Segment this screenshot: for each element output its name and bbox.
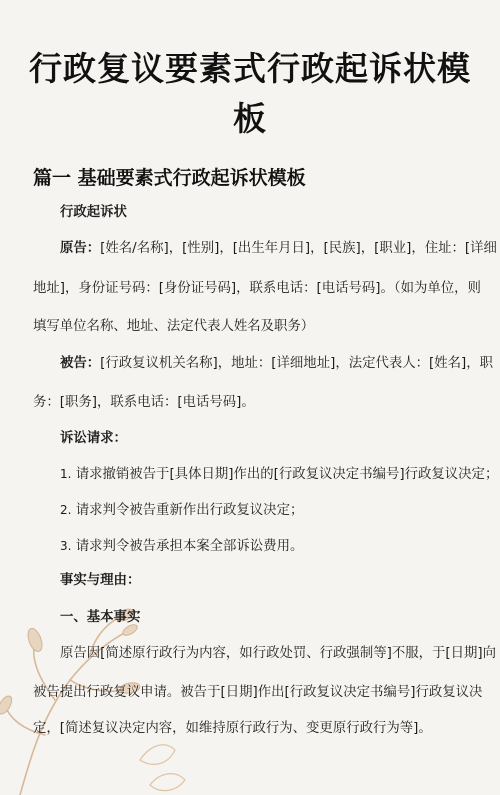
title-line-2: 板	[233, 99, 267, 138]
basic-facts-line-3: 定，[简述复议决定内容，如维持原行政行为、变更原行政行为等]。	[33, 721, 432, 736]
plaintiff-line-2: 地址]，身份证号码：[身份证号码]，联系电话：[电话号码]。（如为单位，则	[33, 281, 481, 296]
defendant-line-2: 务：[职务]，联系电话：[电话号码]。	[33, 395, 255, 410]
document-title	[20, 44, 480, 144]
claim-item	[60, 465, 498, 484]
claim-number: 2.	[60, 503, 72, 517]
claim-text: 请求撤销被告于[具体日期]作出的[行政复议决定书编号]行政复议决定；	[75, 467, 499, 482]
plaintiff-text-1: [姓名/名称]，[性别]，[出生年月日]，[民族]，[职业]，住址：[详细	[100, 241, 497, 256]
plaintiff-line-3: 填写单位名称、地址、法定代表人姓名及职务）	[33, 319, 315, 334]
basic-facts-line-2: 被告提出行政复议申请。被告于[日期]作出[行政复议决定书编号]行政复议决	[33, 685, 483, 700]
section-heading: 篇一 基础要素式行政起诉状模板	[33, 167, 306, 189]
doc-name: 行政起诉状	[60, 205, 127, 220]
plaintiff-label: 原告：	[60, 241, 101, 256]
claim-item	[60, 537, 303, 556]
claim-number: 1.	[60, 467, 72, 481]
basic-facts-heading: 一、基本事实	[60, 610, 141, 625]
title-line-1: 行政复议要素式行政起诉状模	[29, 49, 471, 88]
claim-number: 3.	[60, 539, 72, 553]
claim-item	[60, 501, 303, 520]
defendant-line-1	[60, 355, 493, 373]
defendant-label: 被告：	[60, 356, 101, 371]
plaintiff-line-1	[60, 240, 497, 258]
defendant-text-1: [行政复议机关名称]，地址：[详细地址]，法定代表人：[姓名]，职	[100, 356, 494, 371]
claims-heading: 诉讼请求：	[60, 431, 127, 446]
facts-heading: 事实与理由：	[60, 573, 141, 588]
floral-branch-decoration	[0, 560, 200, 795]
claim-text: 请求判令被告承担本案全部诉讼费用。	[75, 539, 304, 554]
claim-text: 请求判令被告重新作出行政复议决定；	[75, 503, 304, 518]
basic-facts-line-1: 原告因[简述原行政行为内容，如行政处罚、行政强制等]不服，于[日期]向	[60, 646, 497, 661]
